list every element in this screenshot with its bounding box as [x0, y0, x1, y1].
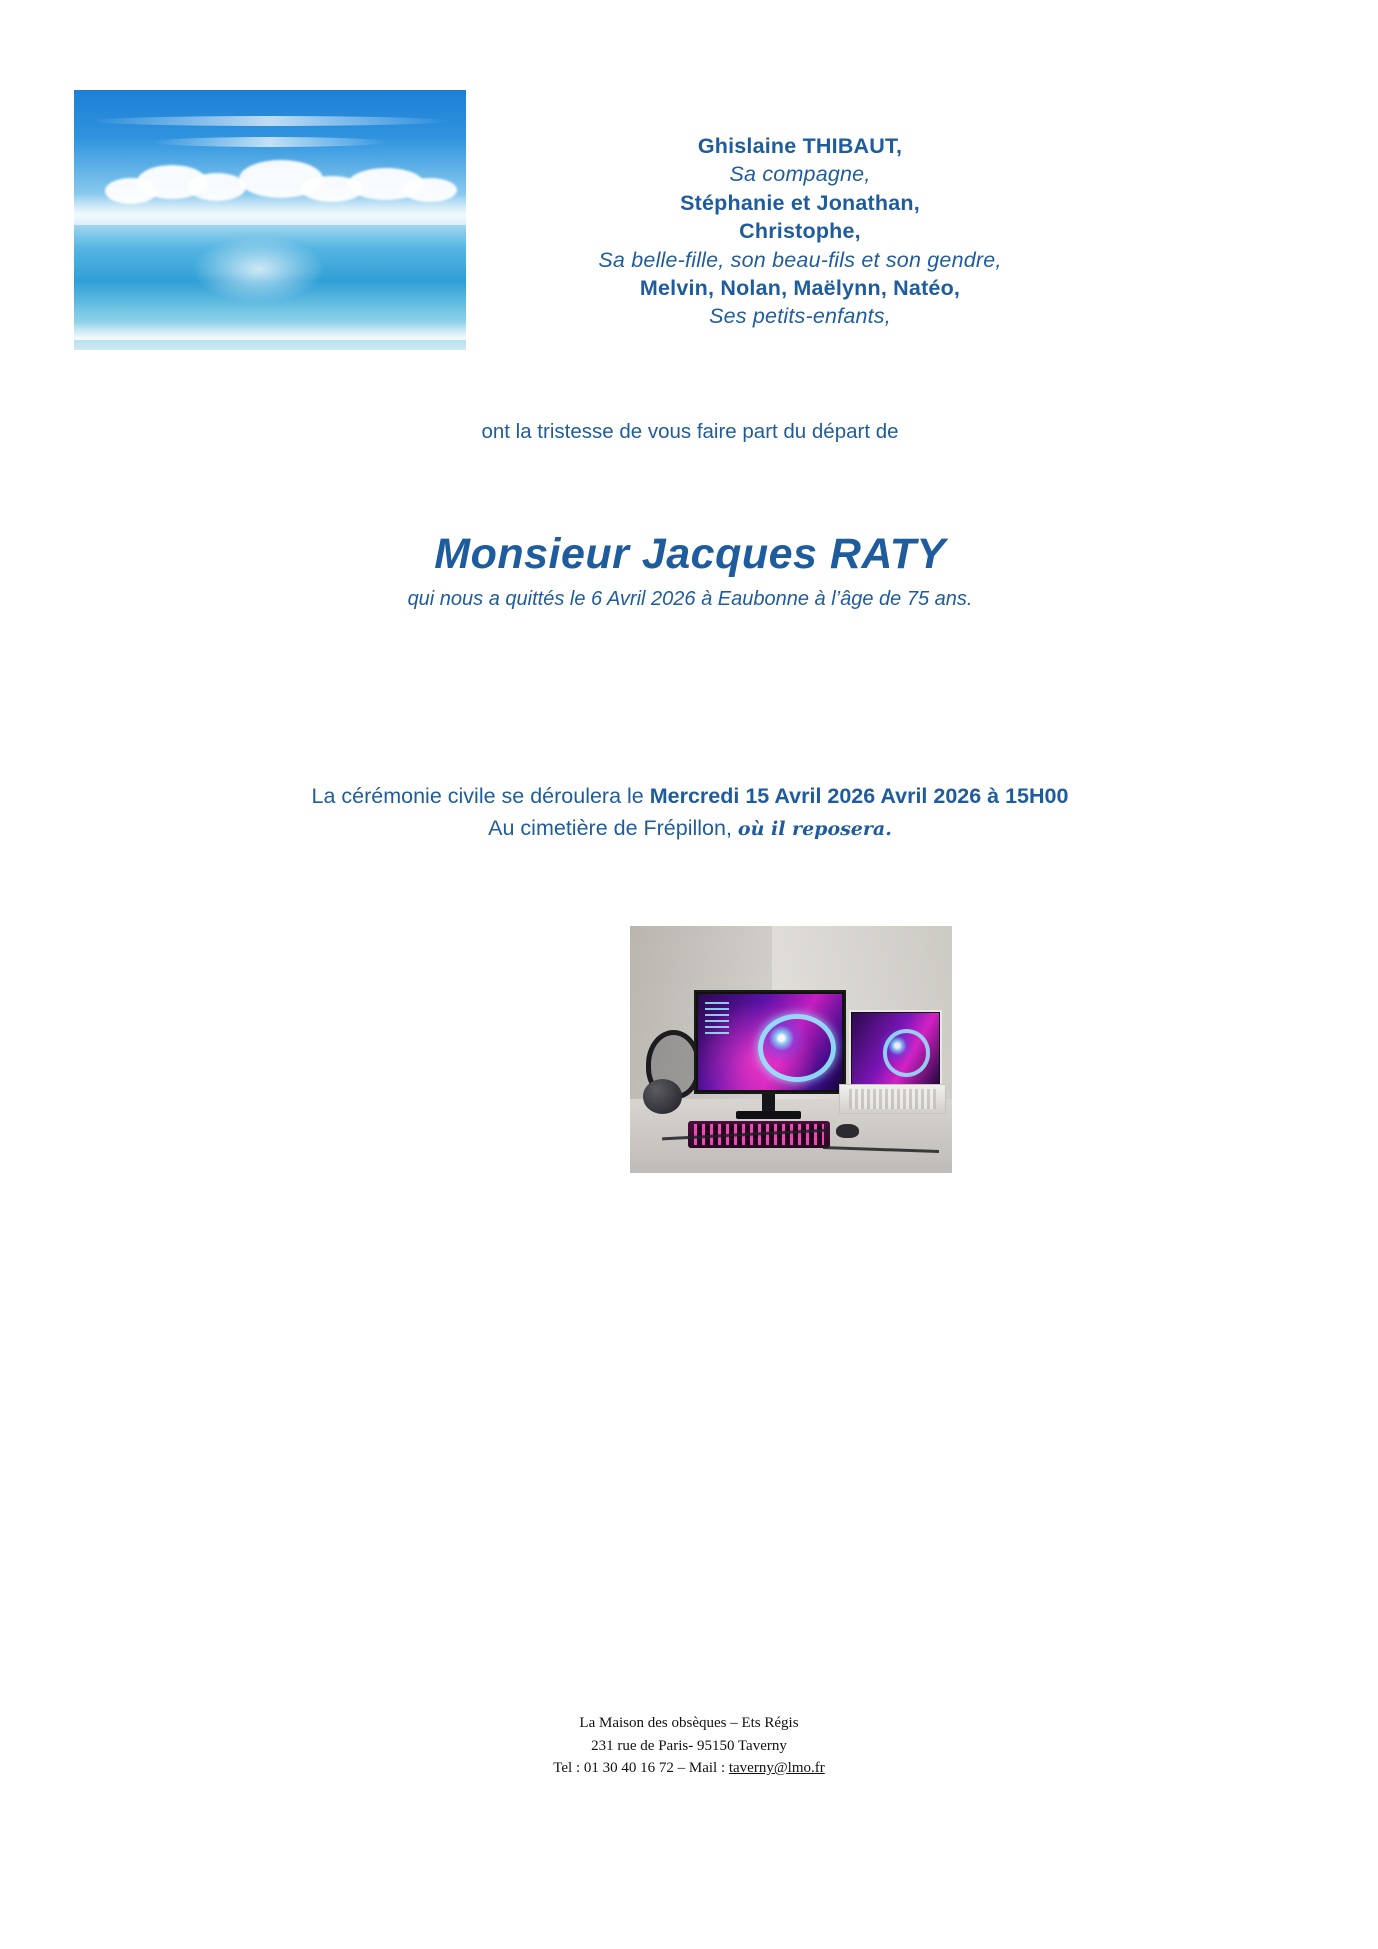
- family-line: Ses petits-enfants,: [709, 304, 891, 329]
- footer: [0, 1712, 1378, 1780]
- laptop-screen: [849, 1010, 942, 1087]
- monitor: [694, 990, 845, 1094]
- screen-ring-graphic: [758, 1014, 836, 1082]
- ceremony-datetime: Mercredi 15 Avril 2026 Avril 2026 à 15H00: [649, 784, 1069, 808]
- family-line: Stéphanie et Jonathan,: [680, 190, 920, 215]
- footer-company: La Maison des obsèques – Ets Régis: [579, 1715, 799, 1731]
- screen-osd-text: [705, 1002, 729, 1036]
- footer-address: 231 rue de Paris- 95150 Taverny: [591, 1737, 787, 1754]
- family-line: Sa belle-fille, son beau-fils et son gendre,: [598, 247, 1002, 272]
- mouse: [836, 1124, 859, 1139]
- cloud-wisp: [152, 137, 387, 147]
- water-reflection: [192, 236, 325, 304]
- ceremony-resting-note: où il reposera.: [737, 818, 892, 841]
- monitor-base: [736, 1111, 800, 1118]
- foam-line: [74, 322, 466, 340]
- footer-email-link[interactable]: taverny@lmo.fr: [728, 1760, 825, 1776]
- family-line: Ghislaine THIBAUT,: [697, 134, 903, 158]
- family-line: Christophe,: [739, 219, 861, 244]
- sea-and-clouds-photo: [74, 90, 466, 350]
- announcement-intro: ont la tristesse de vous faire part du départ de: [481, 420, 899, 443]
- death-details: qui nous a quittés le 6 Avril 2026 à Eaubonne à l’âge de 75 ans.: [407, 588, 973, 610]
- laptop-ring-graphic: [883, 1029, 930, 1076]
- cloud-wisp: [90, 116, 451, 126]
- footer-phone: Tel : 01 30 40 16 72 – Mail :: [553, 1760, 729, 1776]
- family-line: Melvin, Nolan, Maëlynn, Natéo,: [639, 275, 961, 300]
- family-line: Sa compagne,: [729, 162, 871, 187]
- deceased-name: Monsieur Jacques RATY: [434, 530, 946, 578]
- ceremony-line-2: [170, 812, 1210, 844]
- ceremony-place: Au cimetière de Frépillon,: [488, 816, 738, 841]
- family-names-block: [470, 132, 1130, 331]
- ceremony-details: [170, 780, 1210, 845]
- ceremony-prefix: La cérémonie civile se déroulera le: [311, 784, 650, 808]
- laptop-keyboard: [839, 1084, 945, 1114]
- speaker: [643, 1079, 682, 1114]
- desk-with-monitors-photo: [630, 926, 952, 1173]
- ceremony-line-1: [170, 780, 1210, 812]
- footer-contact: [0, 1757, 1378, 1780]
